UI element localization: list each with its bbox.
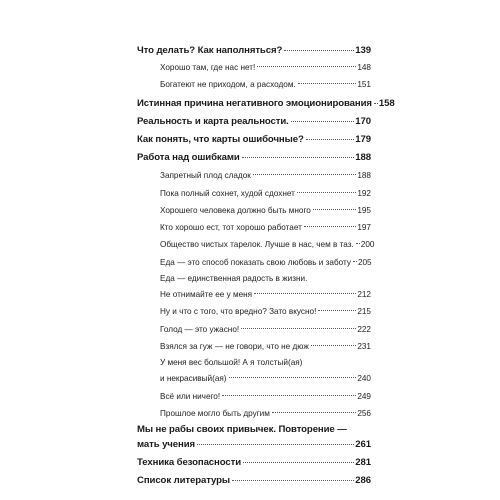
- toc-entry-title: Работа над ошибками: [137, 152, 240, 164]
- toc-entry-page: 179: [355, 134, 371, 146]
- toc-entry-page: 188: [355, 152, 371, 164]
- toc-entry-title: Всё или ничего!: [160, 391, 221, 401]
- toc-entry: [137, 474, 371, 486]
- toc-entry-page: 240: [357, 374, 371, 384]
- toc-entry-title: Богатеют не приходом, а расходом.: [160, 80, 296, 90]
- toc-entry-page: 158: [378, 98, 395, 110]
- toc-entry: [137, 424, 371, 450]
- dot-leader: [356, 243, 360, 244]
- dot-leader: [197, 444, 354, 445]
- toc-entry-page: 205: [357, 257, 372, 267]
- toc-entry-page: 170: [355, 116, 371, 128]
- toc-entry: [137, 305, 371, 316]
- dot-leader: [229, 377, 357, 378]
- toc-entry: [137, 340, 371, 351]
- toc-entry: [137, 78, 371, 89]
- toc-entry-page: 192: [357, 188, 371, 198]
- dot-leader: [304, 226, 356, 227]
- toc-entry: [137, 204, 371, 215]
- toc-entry-title: Общество чистых тарелок. Лучше в нас, чем в таз.: [160, 240, 354, 250]
- toc-entry: [137, 407, 371, 418]
- dot-leader: [298, 83, 357, 84]
- toc-entry-title: Реальность и карта реальности.: [137, 116, 289, 128]
- dot-leader: [254, 293, 356, 294]
- dot-leader: [284, 50, 354, 51]
- toc-entry-title: Еда — это способ показать свою любовь и заботу: [160, 257, 351, 267]
- toc-entry-title: Хорошего человека должно быть много: [160, 205, 311, 215]
- dot-leader: [241, 328, 356, 329]
- toc-entry-page: 281: [355, 457, 371, 469]
- dot-leader: [311, 345, 357, 346]
- toc-entry-page: 151: [357, 80, 371, 90]
- dot-leader: [232, 480, 354, 481]
- toc-entry-title: Как понять, что карты ошибочные?: [137, 134, 304, 146]
- dot-leader: [257, 66, 356, 67]
- toc-entry-title: Взялся за гуж — не говори, что не дюж: [160, 341, 309, 351]
- toc-entry-title-line2: и некрасивый(ая): [160, 374, 227, 384]
- toc-entry-title: Прошлое могло быть другим: [160, 408, 270, 418]
- toc-entry-title: Запретный плод сладок: [160, 171, 251, 181]
- toc-entry-title: Кто хорошо ест, тот хорошо работает: [160, 223, 302, 233]
- dot-leader: [243, 462, 354, 463]
- dot-leader: [306, 139, 355, 140]
- toc-entry-title: Техника безопасности: [137, 457, 241, 469]
- toc-entry-page: 195: [357, 205, 371, 215]
- toc-entry-page: 212: [357, 290, 371, 300]
- toc-entry-page: 197: [357, 223, 371, 233]
- dot-leader: [272, 412, 356, 413]
- toc-entry-title: Пока полный сохнет, худой сдохнет: [160, 188, 295, 198]
- toc-entry: [137, 187, 371, 198]
- toc-entry: [137, 357, 371, 383]
- toc-entry-page: 148: [357, 63, 371, 72]
- toc-entry: [137, 133, 371, 145]
- dot-leader: [374, 103, 378, 104]
- toc-entry-title: Истинная причина негативного эмоционирования: [137, 98, 372, 110]
- dot-leader: [318, 310, 356, 311]
- dot-leader: [222, 395, 356, 396]
- toc-entry-page: 200: [360, 240, 375, 250]
- dot-leader: [242, 157, 355, 158]
- table-of-contents: [137, 44, 395, 492]
- toc-entry-title: Что делать? Как наполняться?: [137, 45, 283, 56]
- toc-entry-title-line1: Еда — единственная радость в жизни.: [160, 274, 308, 284]
- toc-entry-page: 231: [357, 341, 371, 351]
- toc-entry: [137, 323, 371, 334]
- dot-leader: [253, 174, 356, 175]
- toc-entry-page: 256: [357, 408, 371, 418]
- toc-entry-title-line1: У меня вес большой! А я толстый(ая): [160, 358, 303, 368]
- toc-entry-page: 286: [355, 475, 371, 487]
- toc-entry: [137, 221, 371, 232]
- toc-entry-page: 222: [357, 324, 371, 334]
- dot-leader: [291, 121, 355, 122]
- toc-entry-title: Хорошо там, где нас нет!: [160, 63, 256, 72]
- toc-entry: [137, 273, 371, 299]
- toc-entry-title: Голод — это ужасно!: [160, 324, 240, 334]
- toc-entry: [137, 256, 371, 267]
- toc-entry: [137, 456, 371, 468]
- toc-entry: [137, 61, 371, 72]
- toc-entry: [137, 238, 375, 250]
- toc-entry: [137, 390, 371, 401]
- toc-entry: [137, 44, 371, 56]
- dot-leader: [313, 209, 356, 210]
- toc-entry-page: 139: [355, 45, 371, 56]
- toc-entry-title: Список литературы: [137, 475, 231, 487]
- dot-leader: [353, 261, 357, 262]
- toc-entry-page: 249: [357, 391, 371, 401]
- dot-leader: [297, 192, 356, 193]
- toc-entry: [137, 169, 371, 180]
- toc-entry: [137, 115, 371, 127]
- toc-entry-title: Ну и что с того, что вредно? Зато вкусно!: [160, 307, 317, 317]
- toc-entry-title-line1: Мы не рабы своих привычек. Повторение —: [137, 424, 347, 436]
- toc-entry-page: 261: [355, 439, 371, 451]
- toc-entry-title-line2: мать учения: [137, 439, 195, 451]
- toc-entry: [137, 97, 395, 110]
- toc-entry-page: 215: [357, 307, 371, 317]
- toc-entry-title-line2: Не отнимайте ее у меня: [160, 290, 253, 300]
- toc-entry-page: 188: [357, 171, 371, 181]
- toc-entry: [137, 151, 371, 163]
